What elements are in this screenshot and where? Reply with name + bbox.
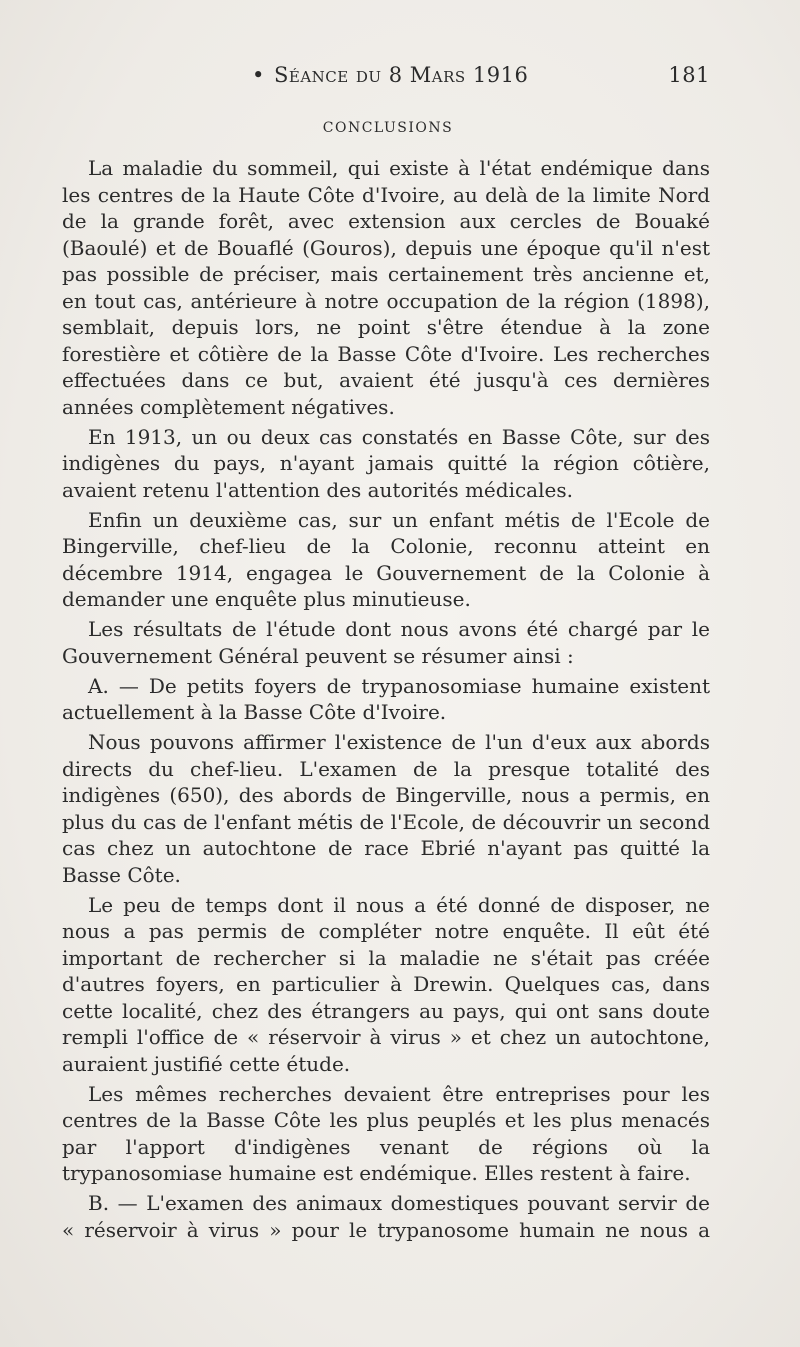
paragraph: Le peu de temps dont il nous a été donné de disposer, ne nous a pas permis de compléter notre enquête. Il eût été important de rechercher si la maladie ne s'était pas créée d'autres foyers, en particulier à Drewin. Quelques cas, dans cette localité, chez des étrangers au pays, qui ont sans doute rempli l'office de « réservoir à virus » et chez un autochtone, auraient justifié cette étude.: [62, 892, 710, 1076]
paragraph: Les mêmes recherches devaient être entreprises pour les centres de la Basse Côte les plus peuplés et les plus menacés par l'apport d'indigènes venant de régions où la trypanosomiase humaine est endémique. Elles restent à faire.: [62, 1081, 710, 1185]
paragraph: Nous pouvons affirmer l'existence de l'un d'eux aux abords directs du chef-lieu. L'examen de la presque totalité des indigènes (650), des abords de Bingerville, nous a permis, en plus du cas de l'enfant métis de l'Ecole, de découvrir un second cas chez un autochtone de race Ebrié n'ayant pas quitté la Basse Côte.: [62, 730, 710, 887]
page-number: 181: [668, 63, 710, 87]
running-head: [62, 63, 710, 89]
running-title: Séance du 8 Mars 1916: [274, 63, 529, 87]
paragraph: B. — L'examen des animaux domestiques pouvant servir de « réservoir à virus » pour le trypanosome humain ne nous a: [62, 1191, 710, 1242]
paragraph: En 1913, un ou deux cas constatés en Basse Côte, sur des indigènes du pays, n'ayant jamais quitté la région côtière, avaient retenu l'attention des autorités médicales.: [62, 424, 710, 502]
paragraph: La maladie du sommeil, qui existe à l'état endémique dans les centres de la Haute Côte d'Ivoire, au delà de la limite Nord de la grande forêt, avec extension aux cercles de Bouaké (Baoulé) et de Bouaflé (Gouros), depuis une époque qu'il n'est pas possible de préciser, mais certainement très ancienne et, en tout cas, antérieure à notre occupation de la région (1898), semblait, depuis lors, ne point s'être étendue à la zone forestière et côtière de la Basse Côte d'Ivoire. Les recherches effectuées dans ce but, avaient été jusqu'à ces dernières années complètement négatives.: [62, 156, 710, 419]
section-title: CONCLUSIONS: [322, 120, 454, 136]
paragraph: Les résultats de l'étude dont nous avons été chargé par le Gouvernement Général peuvent se résumer ainsi :: [62, 617, 710, 668]
bullet-mark: •: [252, 63, 265, 87]
paragraph: A. — De petits foyers de trypanosomiase humaine existent actuellement à la Basse Côte d'Ivoire.: [62, 673, 710, 724]
body-text: [62, 155, 710, 1247]
paragraph: Enfin un deuxième cas, sur un enfant métis de l'Ecole de Bingerville, chef-lieu de la Colonie, reconnu atteint en décembre 1914, engagea le Gouvernement de la Colonie à demander une enquête plus minutieuse.: [62, 507, 710, 611]
